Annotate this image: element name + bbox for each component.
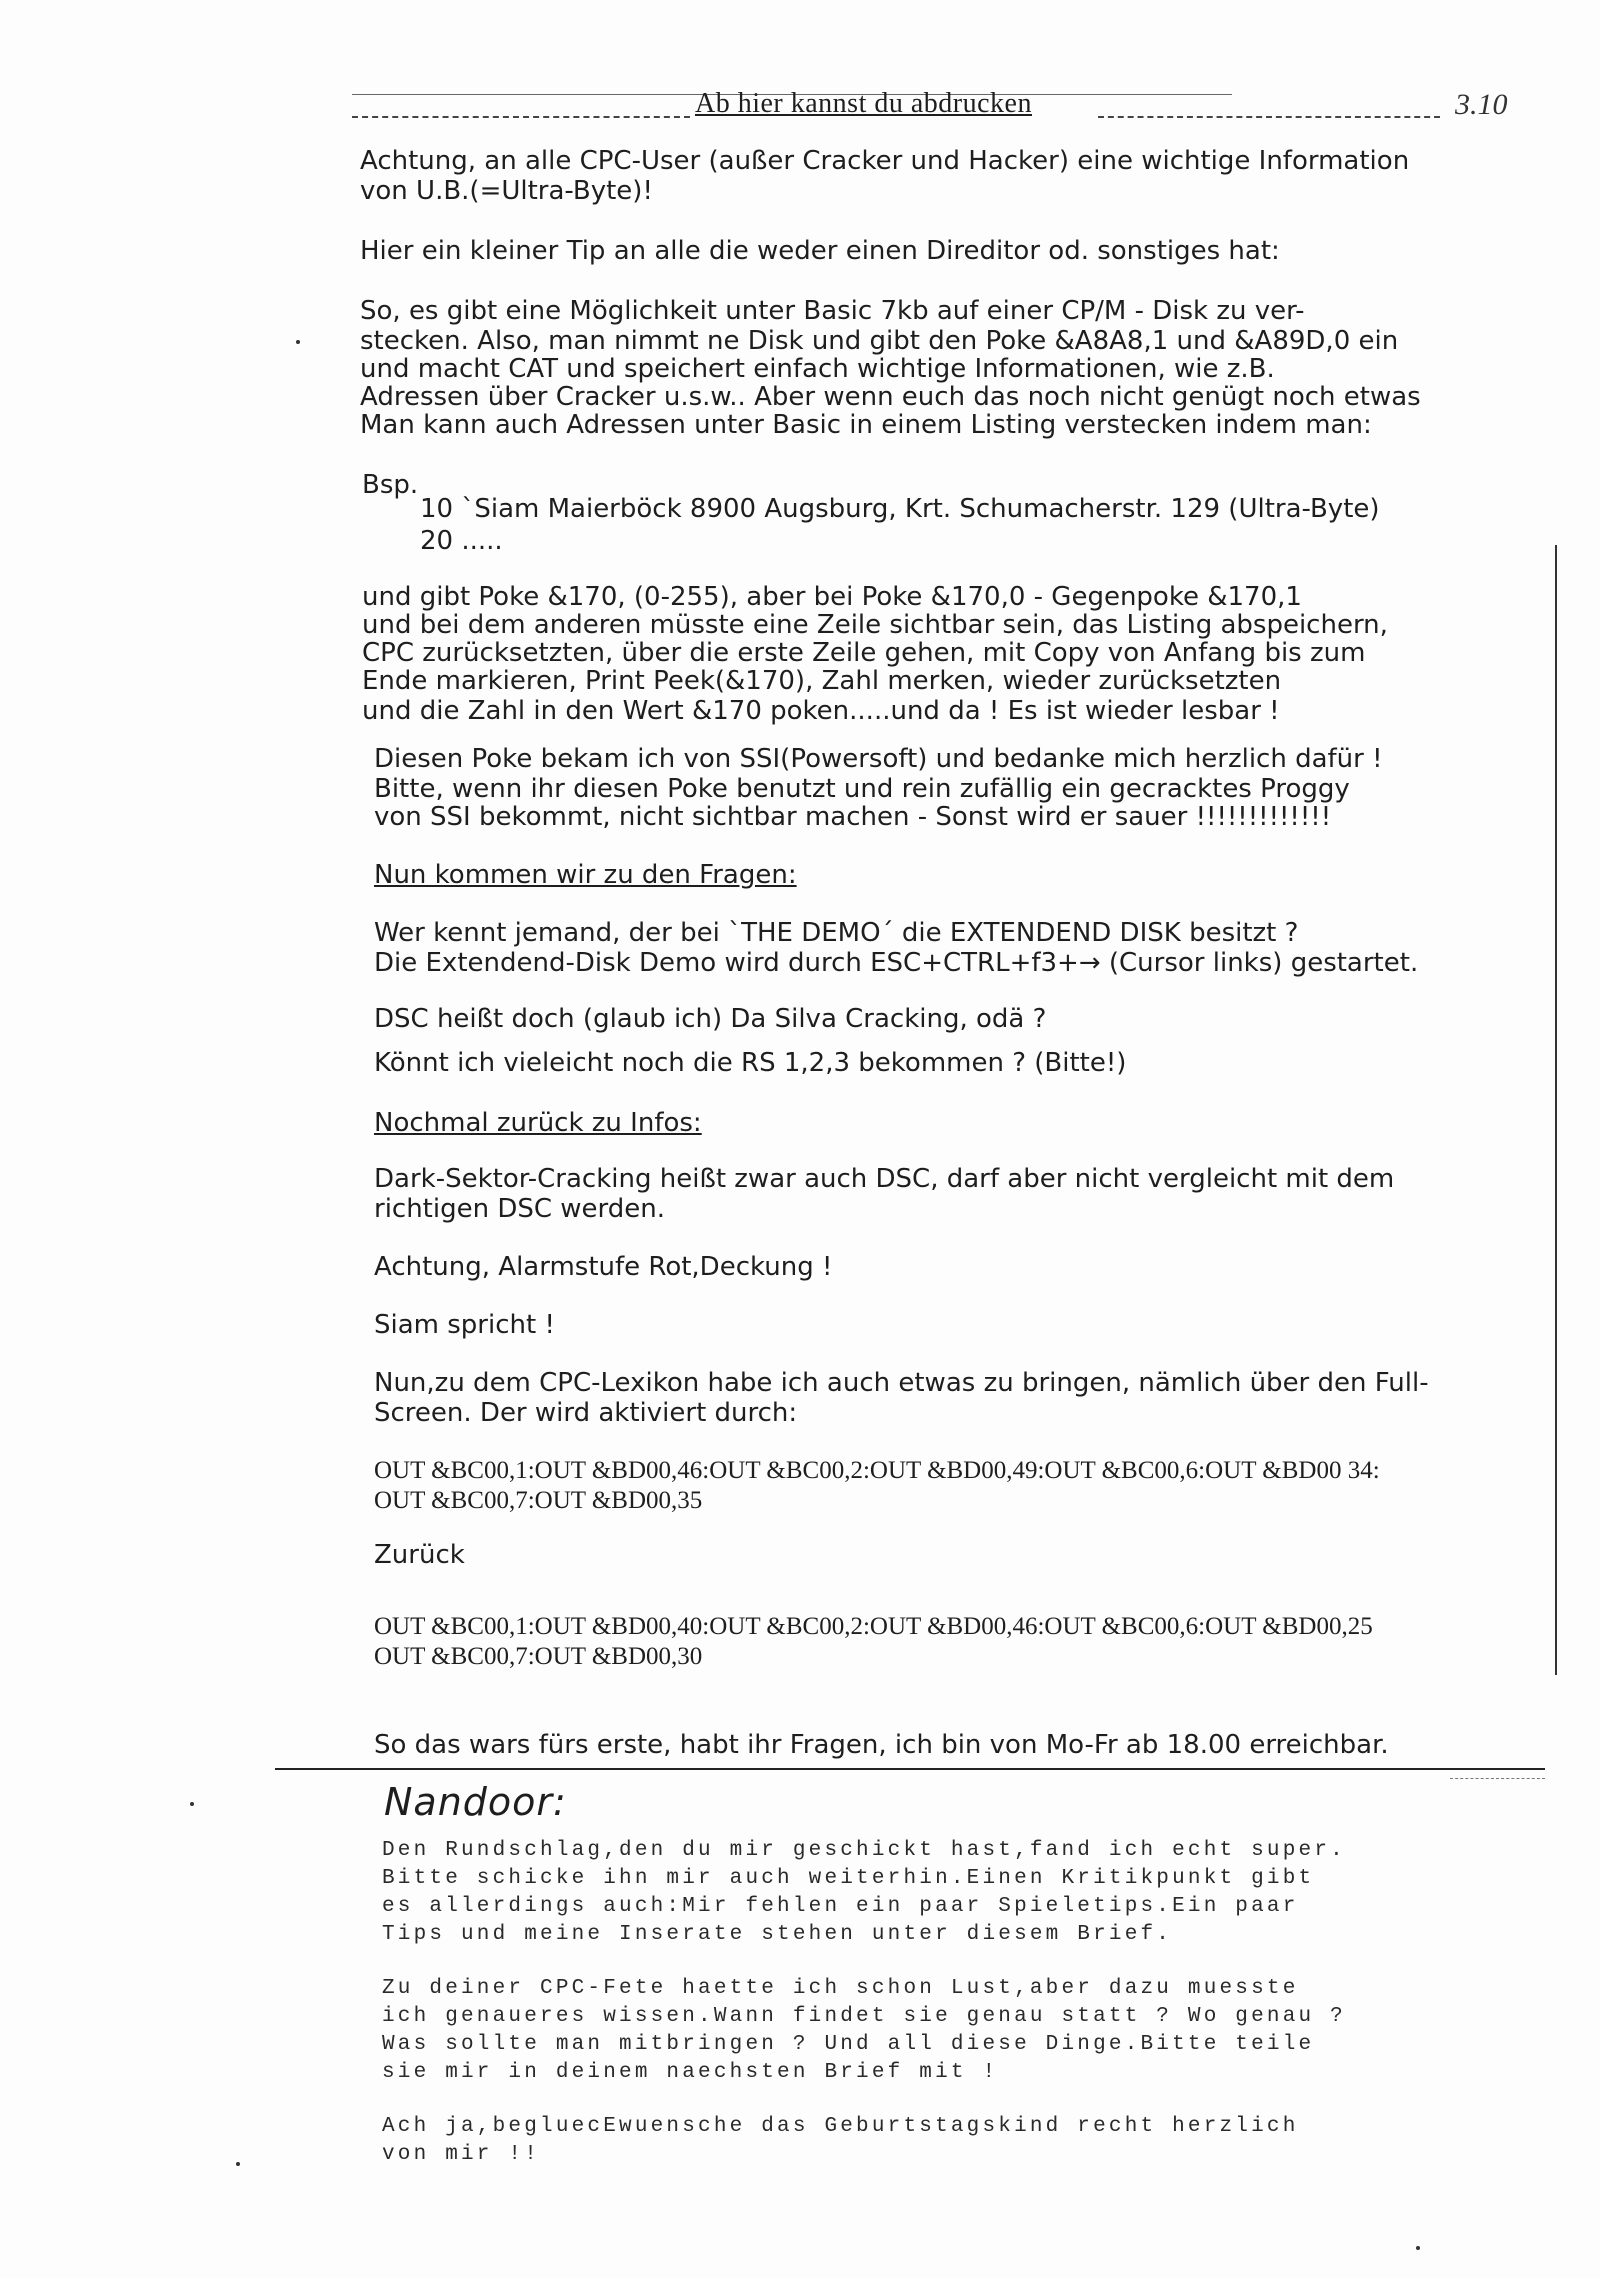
alarm-line: Achtung, Alarmstufe Rot,Deckung ! <box>374 1252 833 1282</box>
example-line-2: 20 ..... <box>420 526 503 556</box>
nandoor-para1-line-2: Bitte schicke ihn mir auch weiterhin.Einen Kritikpunkt gibt <box>382 1867 1315 1890</box>
disk-line-4: Adressen über Cracker u.s.w.. Aber wenn euch das noch nicht genügt noch etwas <box>360 382 1421 412</box>
nandoor-para2-line-2: ich genaueres wissen.Wann findet sie genau statt ? Wo genau ? <box>382 2005 1346 2028</box>
nandoor-heading: Nandoor: <box>384 1780 567 1824</box>
disk-line-3: und macht CAT und speichert einfach wichtige Informationen, wie z.B. <box>360 354 1275 384</box>
nandoor-para1-line-4: Tips und meine Inserate stehen unter diesem Brief. <box>382 1923 1173 1946</box>
questions-heading: Nun kommen wir zu den Fragen: <box>374 860 797 890</box>
intro-line-2: von U.B.(=Ultra-Byte)! <box>360 176 653 206</box>
header-dashed-rule-left <box>352 116 690 118</box>
siam-line: Siam spricht ! <box>374 1310 555 1340</box>
rs-line: Könnt ich vieleicht noch die RS 1,2,3 bekommen ? (Bitte!) <box>374 1048 1127 1078</box>
dark-sektor-line-2: richtigen DSC werden. <box>374 1194 666 1224</box>
ssi-line-1: Diesen Poke bekam ich von SSI(Powersoft) und bedanke mich herzlich dafür ! <box>374 744 1383 774</box>
dsc-line: DSC heißt doch (glaub ich) Da Silva Cracking, odä ? <box>374 1004 1047 1034</box>
lexikon-line-2: Screen. Der wird aktiviert durch: <box>374 1398 798 1428</box>
closing-line: So das wars fürs erste, habt ihr Fragen, ich bin von Mo-Fr ab 18.00 erreichbar. <box>374 1730 1389 1760</box>
zurueck-label: Zurück <box>374 1540 465 1570</box>
out-off-line-2: OUT &BC00,7:OUT &BD00,30 <box>374 1643 703 1670</box>
ssi-line-2: Bitte, wenn ihr diesen Poke benutzt und rein zufällig ein gecracktes Proggy <box>374 774 1350 804</box>
infos-heading: Nochmal zurück zu Infos: <box>374 1108 702 1138</box>
poke-line-3: CPC zurücksetzten, über die erste Zeile gehen, mit Copy von Anfang bis zum <box>362 638 1366 668</box>
intro-line-1: Achtung, an alle CPC-User (außer Cracker und Hacker) eine wichtige Information <box>360 146 1410 176</box>
lexikon-line-1: Nun,zu dem CPC-Lexikon habe ich auch etwas zu bringen, nämlich über den Full- <box>374 1368 1429 1398</box>
poke-line-2: und bei dem anderen müsste eine Zeile sichtbar sein, das Listing abspeichern, <box>362 610 1388 640</box>
dark-sektor-line-1: Dark-Sektor-Cracking heißt zwar auch DSC, darf aber nicht vergleicht mit dem <box>374 1164 1395 1194</box>
scan-speck <box>296 340 300 344</box>
example-line-1: 10 `Siam Maierböck 8900 Augsburg, Krt. Schumacherstr. 129 (Ultra-Byte) <box>420 494 1380 524</box>
example-label: Bsp. <box>362 470 419 500</box>
ssi-line-3: von SSI bekommt, nicht sichtbar machen - Sonst wird er sauer !!!!!!!!!!!!! <box>374 802 1332 832</box>
out-on-line-2: OUT &BC00,7:OUT &BD00,35 <box>374 1487 703 1514</box>
nandoor-para1-line-3: es allerdings auch:Mir fehlen ein paar Spieletips.Ein paar <box>382 1895 1299 1918</box>
nandoor-para2-line-3: Was sollte man mitbringen ? Und all diese Dinge.Bitte teile <box>382 2033 1315 2056</box>
section-divider-tail <box>1450 1778 1545 1779</box>
nandoor-para3-line-1: Ach ja,begluecEwuensche das Geburtstagskind recht herzlich <box>382 2115 1299 2138</box>
scan-speck <box>1416 2246 1420 2250</box>
page-number: 3.10 <box>1455 88 1508 121</box>
margin-rule <box>1555 545 1557 1675</box>
out-off-line-1: OUT &BC00,1:OUT &BD00,40:OUT &BC00,2:OUT &BD00,46:OUT &BC00,6:OUT &BD00,25 <box>374 1613 1373 1640</box>
scan-speck <box>190 1802 194 1806</box>
header-dashed-rule-right <box>1098 116 1440 118</box>
nandoor-para2-line-4: sie mir in deinem naechsten Brief mit ! <box>382 2061 999 2084</box>
poke-line-1: und gibt Poke &170, (0-255), aber bei Poke &170,0 - Gegenpoke &170,1 <box>362 582 1302 612</box>
scan-speck <box>236 2162 240 2166</box>
disk-line-5: Man kann auch Adressen unter Basic in einem Listing verstecken indem man: <box>360 410 1372 440</box>
disk-line-1: So, es gibt eine Möglichkeit unter Basic 7kb auf einer CP/M - Disk zu ver- <box>360 296 1305 326</box>
poke-line-5: und die Zahl in den Wert &170 poken.....und da ! Es ist wieder lesbar ! <box>362 696 1280 726</box>
nandoor-para2-line-1: Zu deiner CPC-Fete haette ich schon Lust,aber dazu muesste <box>382 1977 1299 2000</box>
nandoor-para1-line-1: Den Rundschlag,den du mir geschickt hast,fand ich echt super. <box>382 1839 1346 1862</box>
nandoor-para3-line-2: von mir !! <box>382 2143 541 2166</box>
question-line-1: Wer kennt jemand, der bei `THE DEMO´ die EXTENDEND DISK besitzt ? <box>374 918 1299 948</box>
out-on-line-1: OUT &BC00,1:OUT &BD00,46:OUT &BC00,2:OUT &BD00,49:OUT &BC00,6:OUT &BD00 34: <box>374 1457 1380 1484</box>
poke-line-4: Ende markieren, Print Peek(&170), Zahl merken, wieder zurücksetzten <box>362 666 1282 696</box>
tip-line: Hier ein kleiner Tip an alle die weder einen Direditor od. sonstiges hat: <box>360 236 1280 266</box>
question-line-2: Die Extendend-Disk Demo wird durch ESC+CTRL+f3+→ (Cursor links) gestartet. <box>374 948 1419 978</box>
section-divider <box>275 1768 1545 1770</box>
disk-line-2: stecken. Also, man nimmt ne Disk und gibt den Poke &A8A8,1 und &A89D,0 ein <box>360 326 1399 356</box>
header-title: Ab hier kannst du abdrucken <box>695 88 1032 119</box>
